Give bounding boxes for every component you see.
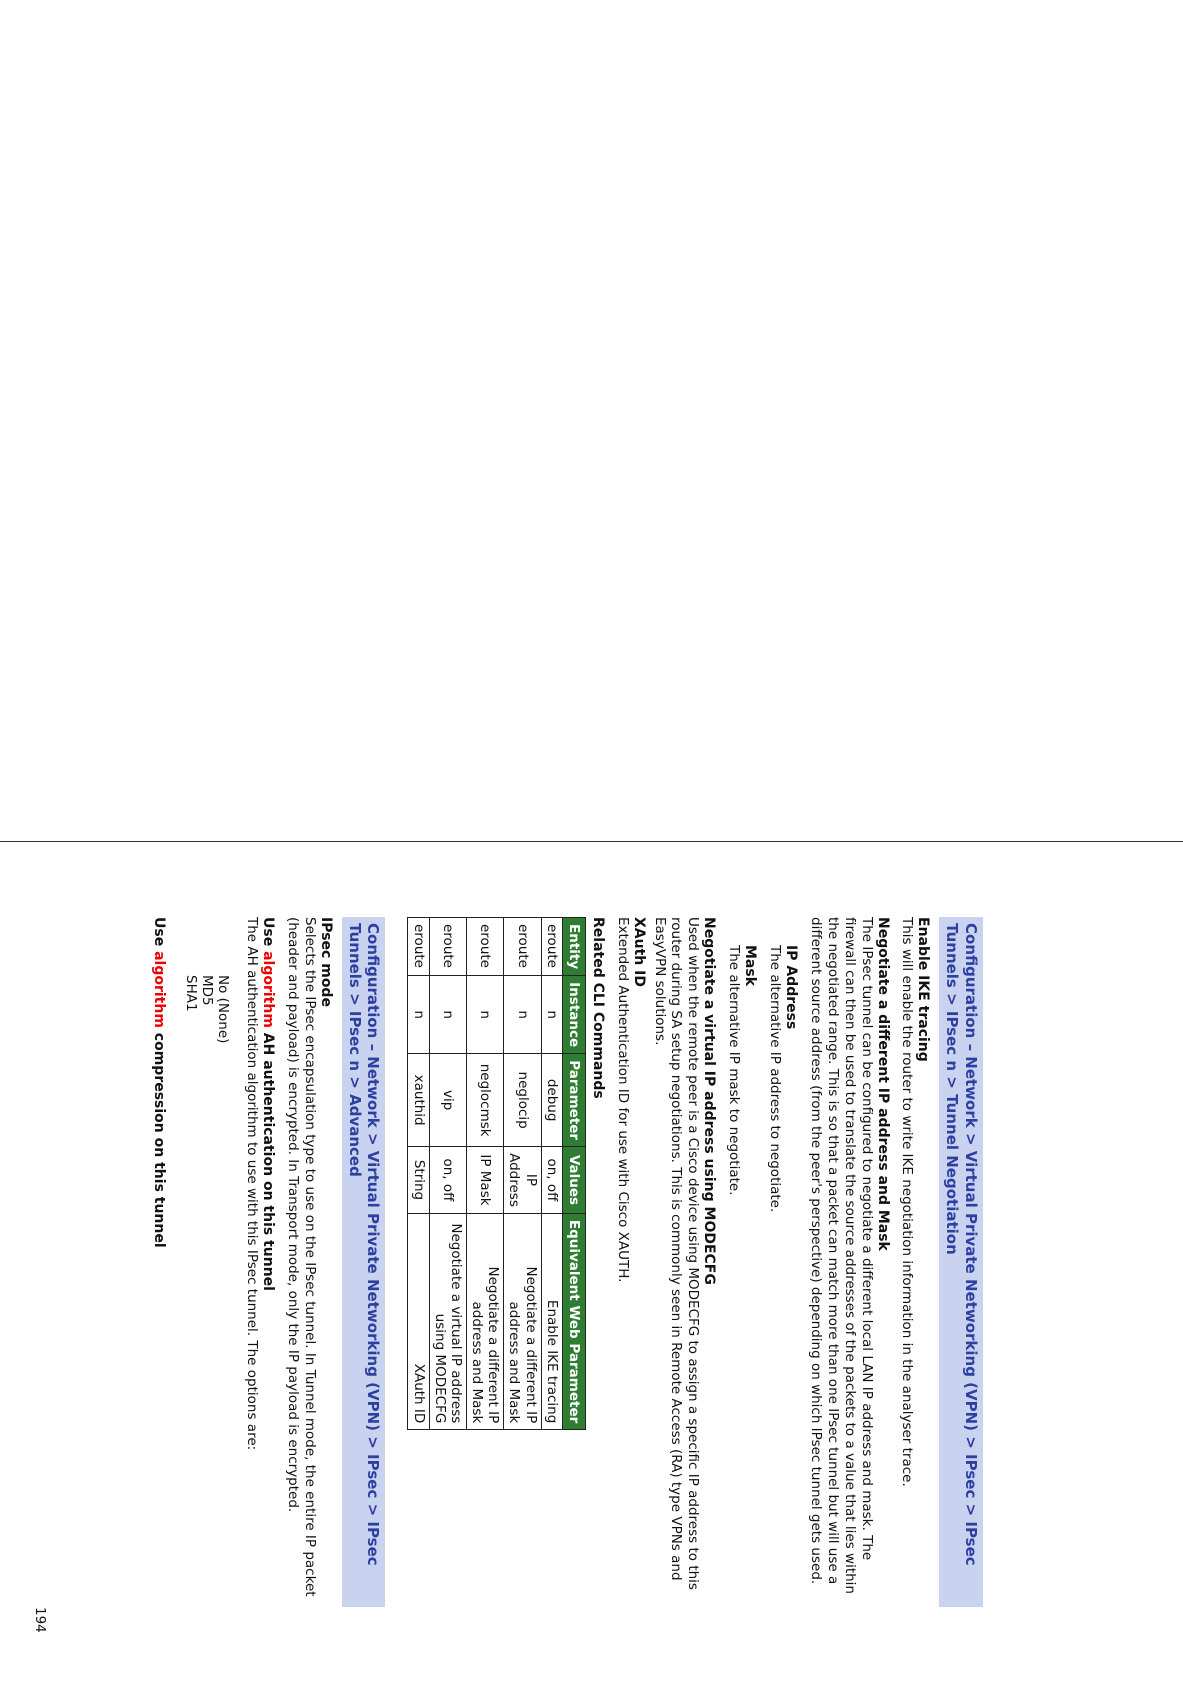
col-header: Instance bbox=[562, 976, 585, 1054]
heading-comp-red: algorithm bbox=[150, 951, 167, 1028]
list-item: No (None) bbox=[215, 975, 232, 1044]
text-negotiate-ip: The IPsec tunnel can be configured to negotiate a different local LAN IP address and mask. The firewall can then be used to translate the source addresses of the packets to a value that lies within the negotiated range. This is so that a packet can match more than one IPsec tunnel but will use a different source address (from the peer's perspective) depending on which IPsec tunnel gets used. bbox=[808, 917, 875, 1594]
cell-entity: eroute bbox=[504, 918, 541, 976]
col-header: Equivalent Web Parameter bbox=[562, 1213, 585, 1429]
cell-parameter: xauthid bbox=[408, 1054, 429, 1147]
page-number: 194 bbox=[32, 1607, 48, 1633]
heading-ah-post: AH authentication on this tunnel bbox=[260, 1027, 277, 1291]
cell-web: Negotiate a different IP address and Mask bbox=[504, 1213, 541, 1429]
table-header-row bbox=[562, 918, 585, 1430]
section-title-advanced: Configuration – Network > Virtual Private Networking (VPN) > IPsec > IPsec Tunnels > IPsec n > Advanced bbox=[342, 917, 386, 1607]
table-row bbox=[541, 918, 562, 1430]
text-ipsec-mode: Selects the IPsec encapsulation type to use on the IPsec tunnel. In Tunnel mode, the entire IP packet (header and payload) is encrypted. In Transport mode, only the IP payload is encrypted. bbox=[285, 917, 318, 1597]
col-header: Values bbox=[562, 1147, 585, 1214]
text-ip-address: The alternative IP address to negotiate. bbox=[767, 945, 784, 1213]
cell-web: Enable IKE tracing bbox=[541, 1213, 562, 1429]
cell-values: on, off bbox=[429, 1147, 466, 1214]
cell-values: on, off bbox=[541, 1147, 562, 1214]
cell-values: String bbox=[408, 1147, 429, 1214]
text-mask: The alternative IP mask to negotiate. bbox=[726, 945, 743, 1196]
cell-entity: eroute bbox=[541, 918, 562, 976]
col-header: Parameter bbox=[562, 1054, 585, 1147]
cell-entity: eroute bbox=[408, 918, 429, 976]
heading-ah-red: algorithm bbox=[260, 951, 277, 1028]
list-item: MD5 bbox=[199, 975, 216, 1006]
heading-virtual-ip: Negotiate a virtual IP address using MODECFG bbox=[701, 917, 718, 1285]
cell-parameter: vip bbox=[429, 1054, 466, 1147]
cell-parameter: debug bbox=[541, 1054, 562, 1147]
heading-comp-pre: Use bbox=[150, 917, 167, 952]
cell-web: Negotiate a virtual IP address using MODECFG bbox=[429, 1213, 466, 1429]
heading-ip-address: IP Address bbox=[783, 945, 800, 1030]
table-row bbox=[429, 918, 466, 1430]
page-194 bbox=[0, 842, 1183, 1683]
page-194-content bbox=[151, 917, 983, 1607]
heading-ah-auth bbox=[260, 917, 276, 1607]
cell-instance: n bbox=[466, 976, 503, 1054]
section-title-tunnel-negotiation: Configuration – Network > Virtual Private Networking (VPN) > IPsec > IPsec Tunnels > IPsec n > Tunnel Negotiation bbox=[940, 917, 984, 1607]
cell-values: IP Address bbox=[504, 1147, 541, 1214]
heading-negotiate-ip: Negotiate a different IP address and Mask bbox=[874, 917, 891, 1251]
cell-instance: n bbox=[429, 976, 466, 1054]
table-row bbox=[504, 918, 541, 1430]
cell-instance: n bbox=[408, 976, 429, 1054]
heading-mask: Mask bbox=[742, 945, 759, 987]
cell-instance: n bbox=[541, 976, 562, 1054]
cli-table-194 bbox=[407, 917, 586, 1430]
text-ah-auth: The AH authentication algorithm to use with this IPsec tunnel. The options are: bbox=[244, 917, 261, 1451]
cell-instance: n bbox=[504, 976, 541, 1054]
heading-xauth: XAuth ID bbox=[630, 917, 647, 987]
list-item: SHA1 bbox=[182, 975, 199, 1012]
heading-related-cli: Related CLI Commands bbox=[589, 917, 606, 1099]
table-row bbox=[408, 918, 429, 1430]
heading-compression bbox=[151, 917, 167, 1607]
cell-parameter: neglocip bbox=[504, 1054, 541, 1147]
cell-web: XAuth ID bbox=[408, 1213, 429, 1429]
heading-ah-pre: Use bbox=[260, 917, 277, 952]
heading-ike-tracing: Enable IKE tracing bbox=[915, 917, 932, 1062]
cell-entity: eroute bbox=[429, 918, 466, 976]
cell-entity: eroute bbox=[466, 918, 503, 976]
ah-options bbox=[183, 975, 232, 1607]
text-xauth: Extended Authentication ID for use with Cisco XAUTH. bbox=[614, 917, 631, 1283]
table-body bbox=[408, 918, 563, 1430]
text-ike-tracing: This will enable the router to write IKE negotiation information in the analyser trace. bbox=[899, 917, 916, 1487]
cell-web: Negotiate a different IP address and Mask bbox=[466, 1213, 503, 1429]
heading-ipsec-mode: IPsec mode bbox=[317, 917, 334, 1007]
text-virtual-ip: Used when the remote peer is a Cisco device using MODECFG to assign a specific IP address to this router during SA setup negotiations. This is commonly seen in Remote Access (RA) type VPNs and EasyVPN solutions. bbox=[651, 917, 702, 1590]
table-row bbox=[466, 918, 503, 1430]
cell-parameter: neglocmsk bbox=[466, 1054, 503, 1147]
col-header: Entity bbox=[562, 918, 585, 976]
cell-values: IP Mask bbox=[466, 1147, 503, 1214]
heading-comp-post: compression on this tunnel bbox=[150, 1027, 167, 1248]
